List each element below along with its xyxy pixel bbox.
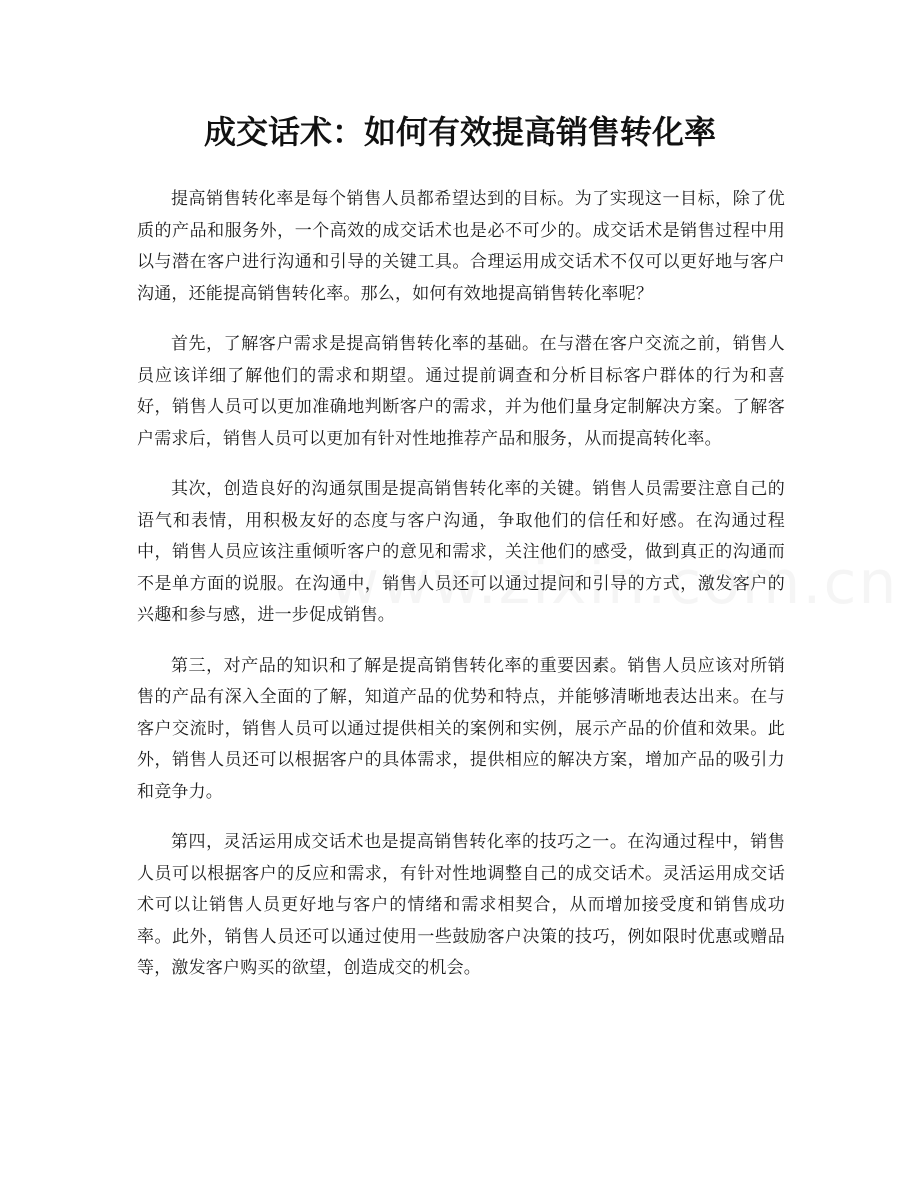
paragraph-third: 第三，对产品的知识和了解是提高销售转化率的重要因素。销售人员应该对所销售的产品有深入全面的了解，知道产品的优势和特点，并能够清晰地表达出来。在与客户交流时，销售人员可以通过提供相关的案例和实例，展示产品的价值和效果。此外，销售人员还可以根据客户的具体需求，提供相应的解决方案，增加产品的吸引力和竞争力。 [137,655,785,802]
paragraph-fourth: 第四，灵活运用成交话术也是提高销售转化率的技巧之一。在沟通过程中，销售人员可以根据客户的反应和需求，有针对性地调整自己的成交话术。灵活运用成交话术可以让销售人员更好地与客户的情绪和需求相契合，从而增加接受度和销售成功率。此外，销售人员还可以通过使用一些鼓励客户决策的技巧，例如限时优惠或赠品等，激发客户购买的欲望，创造成交的机会。 [137,832,785,978]
document-body [137,184,785,1004]
document-title: 成交话术：如何有效提高销售转化率 [203,113,716,151]
paragraph-intro: 提高销售转化率是每个销售人员都希望达到的目标。为了实现这一目标，除了优质的产品和服务外，一个高效的成交话术也是必不可少的。成交话术是销售过程中用以与潜在客户进行沟通和引导的关键工具。合理运用成交话术不仅可以更好地与客户沟通，还能提高销售转化率。那么，如何有效地提高销售转化率呢？ [137,189,785,304]
paragraph-first: 首先，了解客户需求是提高销售转化率的基础。在与潜在客户交流之前，销售人员应该详细了解他们的需求和期望。通过提前调查和分析目标客户群体的行为和喜好，销售人员可以更加准确地判断客户的需求，并为他们量身定制解决方案。了解客户需求后，销售人员可以更加有针对性地推荐产品和服务，从而提高转化率。 [137,334,785,449]
paragraph-second: 其次，创造良好的沟通氛围是提高销售转化率的关键。销售人员需要注意自己的语气和表情，用积极友好的态度与客户沟通，争取他们的信任和好感。在沟通过程中，销售人员应该注重倾听客户的意见和需求，关注他们的感受，做到真正的沟通而不是单方面的说服。在沟通中，销售人员还可以通过提问和引导的方式，激发客户的兴趣和参与感，进一步促成销售。 [137,479,785,625]
